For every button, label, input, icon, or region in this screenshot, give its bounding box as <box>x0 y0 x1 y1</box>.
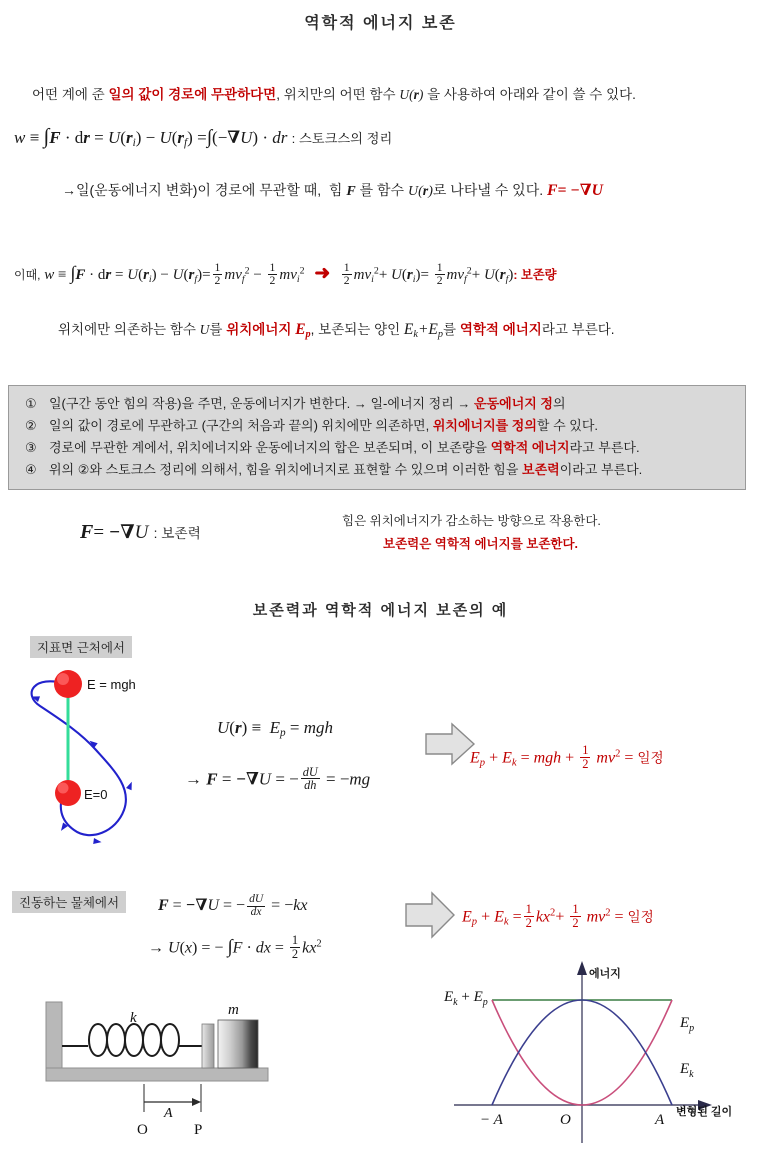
intro-part2: , 위치만의 어떤 함수 <box>276 87 400 102</box>
gravity-force-equation: → F = −∇U = − $\frac{dU}{dh}$ = −mg <box>185 765 371 793</box>
def-me-label: 역학적 에너지 <box>459 322 542 337</box>
floor <box>46 1068 268 1081</box>
arrow-statement: →일(운동에너지 변화)이 경로에 무관할 때, 힘 F 를 함수 U(r)로 나타낼 수 있다. F= −∇U <box>62 182 603 199</box>
oscillator-potential-equation: → U(x) = − ∫F · dx = $\frac{1}{2}$ $kx^2$ <box>148 933 322 961</box>
conserved-quantity-label: : 보존량 <box>513 268 557 283</box>
eq2-prefix: 이때, <box>14 268 41 283</box>
list-number: ② <box>25 418 37 433</box>
ball-top-highlight <box>57 673 69 685</box>
section-subtitle: 보존력과 역학적 에너지 보존의 예 <box>252 602 509 619</box>
path-arrow-icon <box>126 781 135 791</box>
oscillator-force-equation: F = −∇U = − $\frac{dU}{dx}$ = −kx <box>158 893 308 918</box>
list-text: 경로에 무관한 계에서, 위치에너지와 운동에너지의 합은 보존되며, 이 보존량을 <box>49 440 491 455</box>
list-text-tail: 의 <box>552 396 566 411</box>
equation-conserved: 이때, w ≡ ∫F · dr = $U(r_i) - U(r_f)=$ $\frac{1}{2}$ $mv_f^2$ − $\frac{1}{2}$ $mv_i^2$ ➜ $\frac{1}{2}$ $mv_i^2+ U(r_i)=$ $\frac{1}{2}$ $mv_f^2+ U(r_f)$: 보존량 <box>14 261 557 287</box>
trajectory-path <box>32 681 126 835</box>
intro-part1: 어떤 계에 준 <box>32 87 109 102</box>
page-title: 역학적 에너지 보존 <box>304 15 457 32</box>
def-part5: 라고 부른다. <box>541 322 615 337</box>
list-text: 일의 값이 경로에 무관하고 (구간의 처음과 끝의) 위치에만 의존하면, <box>49 418 433 433</box>
summary-list-box <box>8 385 746 490</box>
ball-bottom-highlight <box>58 783 69 794</box>
ball-top-icon <box>54 670 82 698</box>
y-axis-arrow-icon <box>577 961 587 975</box>
list-text-highlight: 위치에너지를 정의 <box>432 418 537 433</box>
intro-part3: 을 사용하여 아래와 같이 쓸 수 있다. <box>423 87 636 102</box>
trajectory-diagram <box>14 660 224 860</box>
list-number: ① <box>25 396 37 411</box>
conservative-note-2: 보존력은 역학적 에너지를 보존한다. <box>383 537 579 551</box>
xtick-origin: O <box>560 1112 571 1128</box>
oscillator-const-label: 일정 <box>627 909 654 925</box>
list-text-tail: 라고 부른다. <box>569 440 640 455</box>
chip-near-ground: 지표면 근처에서 <box>30 636 132 658</box>
list-text-tail: 이라고 부른다. <box>559 462 643 477</box>
conservative-force-equation: F= −∇U : 보존력 <box>80 521 201 543</box>
force-gradient-result: F= −∇U <box>547 182 603 199</box>
list-item <box>9 415 745 437</box>
list-number: ③ <box>25 440 37 455</box>
y-axis-label: 에너지 <box>589 968 621 980</box>
intro-function: U(r) <box>399 87 424 102</box>
potential-energy-annotation: $E_p$ <box>680 1015 695 1034</box>
conservative-note-1: 힘은 위치에너지가 감소하는 방향으로 작용한다. <box>342 514 601 528</box>
wall <box>46 1002 62 1068</box>
def-pe-label: 위치에너지 $E_p$ <box>226 321 311 340</box>
list-item <box>9 437 745 459</box>
def-part3: , 보존되는 양인 <box>310 322 404 337</box>
gravity-result-equation: $E_p + E_k$ = mgh + $\frac{1}{2}$ $mv^2$ = 일정 <box>470 743 664 771</box>
spring-mass-diagram <box>36 990 296 1145</box>
amplitude-arrow-icon <box>192 1098 201 1106</box>
def-part1: 위치에만 의존하는 함수 <box>58 322 200 337</box>
xtick-minus-A: − A <box>480 1112 503 1128</box>
xtick-A: A <box>655 1112 665 1128</box>
equation-stokes: w ≡ ∫F · dr = $U(r_i) - U(r_f) =\int(-\nabla U)$ · dr : 스토크스의 정리 <box>14 124 393 150</box>
energy-graph <box>432 955 752 1151</box>
list-item <box>9 459 745 481</box>
list-number: ④ <box>25 462 37 477</box>
list-text: 일(구간 동안 힘의 작용)을 주면, 운동에너지가 변한다. → 일-에너지 정리 → <box>49 396 475 411</box>
intro-highlight: 일의 값이 경로에 무관하다면 <box>108 87 277 102</box>
intro-paragraph <box>32 83 636 103</box>
list-item <box>9 393 745 415</box>
def-part4: 를 <box>443 322 460 337</box>
ball-top-label: E = mgh <box>87 677 136 692</box>
amplitude-label: A <box>164 1106 173 1121</box>
spring-constant-label: k <box>130 1010 137 1026</box>
mass-block <box>218 1020 258 1068</box>
list-text: 위의 ②와 스토크스 정리에 의해서, 힘을 위치에너지로 표현할 수 있으며 이러한 힘을 <box>49 462 523 477</box>
point-label: P <box>194 1122 203 1138</box>
block-arrow-icon <box>424 722 476 766</box>
mass-connector <box>202 1024 214 1068</box>
block-arrow-icon <box>404 890 456 940</box>
list-text-highlight: 운동에너지 정 <box>474 396 553 411</box>
red-arrow-icon: ➜ <box>314 263 331 285</box>
stokes-label: : 스토크스의 정리 <box>291 131 393 146</box>
path-arrow-icon <box>93 838 102 845</box>
list-text-highlight: 역학적 에너지 <box>490 440 570 455</box>
conservative-force-label: : 보존력 <box>153 526 201 541</box>
spring-coils <box>89 1024 179 1056</box>
gravity-potential-equation: $U(r) \equiv E_p$ = mgh <box>217 718 333 740</box>
ball-bottom-icon <box>55 780 81 806</box>
definition-line: 위치에만 의존하는 함수 U를 위치에너지 $E_p$, 보존되는 양인 $E_k+E_p$를 역학적 에너지라고 부른다. <box>58 321 615 340</box>
kinetic-energy-annotation: $E_k$ <box>680 1061 694 1080</box>
ball-bottom-label: E=0 <box>84 787 108 802</box>
total-energy-annotation: $E_k + E_p$ <box>444 989 488 1008</box>
list-text-highlight: 보존력 <box>522 462 560 477</box>
chip-oscillating-body: 진동하는 물체에서 <box>12 891 126 913</box>
oscillator-result-equation: $E_p + E_k$ = $\frac{1}{2}$ $kx^2+$ $\frac{1}{2}$ $mv^2$ = 일정 <box>462 902 654 930</box>
origin-label: O <box>137 1122 148 1138</box>
list-text-tail: 할 수 있다. <box>536 418 598 433</box>
x-axis-label: 변형된 길이 <box>676 1106 733 1118</box>
mass-label: m <box>228 1002 239 1018</box>
def-part2: 를 <box>209 322 227 337</box>
gravity-const-label: 일정 <box>637 750 664 766</box>
